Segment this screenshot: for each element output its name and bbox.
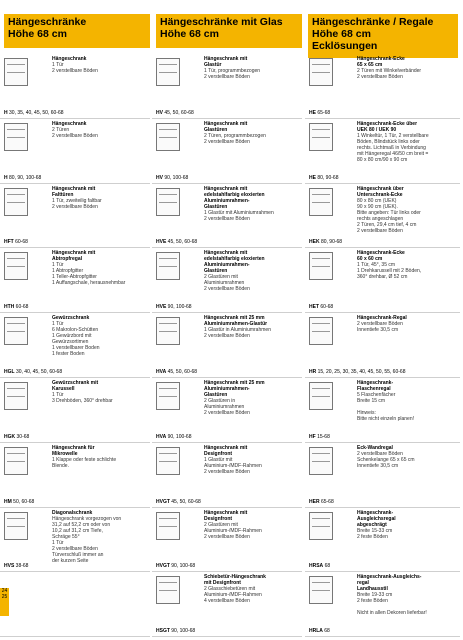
product-cell <box>152 54 302 119</box>
product-sizes: 65-68 <box>317 109 331 116</box>
product-sizes: 30, 35, 40, 45, 50, 60-68 <box>9 109 64 116</box>
product-code: HTH <box>4 304 15 311</box>
cabinet-drawing <box>156 382 180 410</box>
cabinet-drawing <box>309 382 333 410</box>
product-code-line <box>4 369 62 375</box>
product-name: Schiebetür-Hängeschrank mit Designfront <box>204 574 266 587</box>
product-name: Hängeschrank- Flaschenregal <box>357 380 394 392</box>
product-text <box>204 445 302 475</box>
cabinet-drawing <box>309 512 333 540</box>
product-description: 1 Tür 3 Drehböden, 360° drehbar <box>52 392 113 404</box>
product-sizes: 90, 100-68 <box>167 304 192 311</box>
product-code-line <box>156 563 195 569</box>
product-description: 5 Flaschenfächer Breite 15 cm Hinweis: Bitte nicht einzeln planen! <box>357 392 414 422</box>
product-text <box>52 380 150 404</box>
product-description: 1 Tür 6 Makrolon-Schütten 1 Gewürzbord mit Gewürzsortimen 1 verstellbarer Boden 1 fester Boden <box>52 321 100 358</box>
cabinet-drawing <box>156 317 180 345</box>
product-text <box>52 445 150 469</box>
cabinet-drawing <box>156 58 180 86</box>
product-sizes: 38-68 <box>15 563 29 570</box>
header-line: Hängeschränke / Regale <box>312 16 434 28</box>
product-description: 1 Glastür mit Aluminiumrahmen 2 verstellbare Böden <box>204 209 274 222</box>
product-code-line <box>156 628 195 634</box>
product-name: Hängeschrank-Ausgleichs- regal Landhausstil <box>357 574 422 593</box>
product-code-line <box>4 563 28 569</box>
header-line: Höhe 68 cm <box>312 28 371 40</box>
product-code-line <box>156 499 201 505</box>
product-code: HGL <box>4 368 15 375</box>
header-line: Höhe 68 cm <box>160 28 219 40</box>
product-code-line <box>309 175 338 181</box>
product-code-line <box>309 499 334 505</box>
product-sizes: 30, 40, 45, 50, 60-68 <box>15 368 63 375</box>
product-code-line <box>156 175 188 181</box>
product-text <box>52 510 150 564</box>
product-sizes: 90, 100-68 <box>171 563 196 570</box>
product-code: HER <box>309 498 320 505</box>
product-name: Hängeschrank <box>52 56 87 62</box>
product-description: 2 verstellbare Böden Schenkelange 65 x 65 cm Innentiefe 30,5 cm <box>357 450 415 469</box>
cabinet-drawing <box>156 576 180 604</box>
product-code-line <box>4 110 64 116</box>
product-description: 1 Klappe oder feste schlichte Blende. <box>52 456 117 469</box>
product-description: 2 Glastüren mit Aluminium-/MDF-Rahmen 2 verstellbare Böden <box>204 521 262 540</box>
product-text <box>204 250 302 292</box>
product-description: 2 Glastüren mit Aluminiumrahmen 2 verstellbare Böden <box>204 274 250 293</box>
product-cell <box>0 572 150 637</box>
product-code: HE <box>309 109 316 116</box>
product-name: Hängeschrank- Ausgleichsregal abgeschrägt <box>357 509 396 528</box>
product-cell <box>305 248 460 313</box>
product-name: Hängeschrank mit Designfront <box>204 444 248 457</box>
product-description: 1 Glastür in Aluminiumrahmen 2 verstellbare Böden <box>204 327 271 340</box>
product-code: HV <box>156 109 163 116</box>
product-code-line <box>4 175 41 181</box>
page-number: 24 25 <box>0 588 9 616</box>
product-cell <box>0 54 150 119</box>
product-code-line <box>309 563 330 569</box>
product-code-line <box>309 369 405 375</box>
product-cell <box>305 378 460 443</box>
product-sizes: 65-68 <box>320 498 334 505</box>
product-name: Hängeschrank mit edelstahlfarbig eloxierten Aluminiumrahmen- Glastüren <box>204 185 265 210</box>
product-code-line <box>4 499 34 505</box>
product-cell <box>305 119 460 184</box>
product-sizes: 90, 100-68 <box>171 628 196 635</box>
product-text <box>204 510 302 540</box>
product-cell <box>0 378 150 443</box>
product-text <box>357 186 460 234</box>
product-name: Hängeschrank für Mikrowelle <box>52 444 95 457</box>
cabinet-drawing <box>4 317 28 345</box>
product-name: Hängeschrank mit 25 mm Aluminiumrahmen- Glastüren <box>204 380 265 398</box>
product-description: 1 Winkeltür, 1 Tür, 2 verstellbare Böden, Blindstück links oder rechts. Lichtmaß in Verbindung mit Hängeregal 46/50 cm breit = 80 x 80 cm/90 x 90 cm <box>357 132 429 163</box>
product-text <box>357 380 460 422</box>
product-name: Hängeschrank mit Glastüren <box>204 120 248 133</box>
product-code: HRLA <box>309 628 323 635</box>
product-code-line <box>309 239 342 245</box>
header-line: Höhe 68 cm <box>8 28 67 40</box>
cabinet-drawing <box>309 252 333 280</box>
product-name: Hängeschrank-Regal <box>357 315 407 322</box>
product-code-line <box>156 304 192 310</box>
product-name: Hängeschrank mit edelstahlfarbig eloxierten Aluminiumrahmen- Glastüren <box>204 250 265 275</box>
product-text <box>357 121 460 163</box>
cabinet-drawing <box>309 188 333 216</box>
product-name: Hängeschrank mit Falttüren <box>52 185 96 198</box>
product-text <box>52 315 150 357</box>
header-line: Hängeschränke <box>8 16 87 28</box>
product-text <box>357 510 460 540</box>
product-name: Gewürzschrank <box>52 315 90 322</box>
product-name: Hängeschrank mit Designfront <box>204 509 248 522</box>
product-sizes: 80, 90-68 <box>320 239 343 246</box>
product-sizes: 45, 50, 60-68 <box>164 109 194 116</box>
header-line: Ecklösungen <box>312 40 378 52</box>
product-name: Hängeschrank über Unterschrank-Ecke <box>357 185 404 198</box>
product-code: HV <box>156 174 163 181</box>
product-sizes: 68 <box>324 563 331 570</box>
product-code: HF <box>309 433 316 440</box>
product-sizes: 50, 60-68 <box>13 498 35 505</box>
product-description: Breite 15-33 cm 2 feste Böden <box>357 527 393 540</box>
product-text <box>52 186 150 210</box>
product-name: Hängeschrank mit Abtropfregal <box>52 250 96 263</box>
product-text <box>204 380 302 416</box>
cabinet-drawing <box>309 58 333 86</box>
product-code: HE <box>309 174 316 181</box>
product-cell <box>0 508 150 573</box>
cabinet-drawing <box>4 447 28 475</box>
cabinet-drawing <box>156 447 180 475</box>
product-code: HET <box>309 304 319 311</box>
product-sizes: 45, 50, 60-68 <box>167 239 198 246</box>
product-cell <box>152 119 302 184</box>
product-name: Hängeschrank-Ecke über UEK 80 / UEK 90 <box>357 120 418 133</box>
product-text <box>357 315 460 333</box>
product-code-line <box>309 628 330 634</box>
product-text <box>52 121 150 139</box>
cabinet-drawing <box>309 123 333 151</box>
product-text <box>357 574 460 616</box>
product-description: 80 x 80 cm (UEK) 90 x 90 cm (UEK). Bitte angeben: Tür links oder rechts angeschlagen 2 Türen, 29,4 cm tief, 4 cm 2 verstellbare Böden <box>357 197 421 234</box>
cabinet-drawing <box>4 58 28 86</box>
cabinet-drawing <box>4 252 28 280</box>
cabinet-drawing <box>4 512 28 540</box>
product-cell <box>152 378 302 443</box>
product-code: HRSA <box>309 563 324 570</box>
product-text <box>204 56 302 80</box>
product-cell <box>305 508 460 573</box>
product-text <box>357 56 460 80</box>
product-cell <box>305 184 460 249</box>
product-sizes: 60-68 <box>320 304 334 311</box>
product-code: HVA <box>156 368 167 375</box>
product-description: 2 Türen 2 verstellbare Böden <box>52 126 98 139</box>
product-sizes: 15-68 <box>317 433 330 440</box>
product-code-line <box>156 110 194 116</box>
product-cell <box>305 572 460 637</box>
product-cell <box>0 313 150 378</box>
column-header-1 <box>4 14 150 48</box>
product-sizes: 30-68 <box>16 433 30 440</box>
product-cell <box>152 572 302 637</box>
cabinet-drawing <box>156 252 180 280</box>
header <box>0 0 463 52</box>
product-code-line <box>4 434 29 440</box>
product-sizes: 80, 90-68 <box>317 174 339 181</box>
product-code: HVE <box>156 239 167 246</box>
product-code-line <box>4 239 28 245</box>
cabinet-drawing <box>309 317 333 345</box>
product-code-line <box>156 434 192 440</box>
product-sizes: 80, 90, 100-68 <box>9 174 42 181</box>
product-description: 1 Tür, zweiteilig faltbar 2 verstellbare Böden <box>52 197 102 210</box>
product-text <box>204 186 302 222</box>
product-name: Hängeschrank mit Glastür <box>204 56 248 68</box>
product-code: HVS <box>4 563 15 570</box>
product-sizes: 15, 20, 25, 30, 35, 40, 45, 50, 55, 60-68 <box>317 368 406 375</box>
product-description: 1 Glastür mit Aluminium-/MDF-Rahmen 2 verstellbare Böden <box>204 456 262 475</box>
product-cell <box>305 54 460 119</box>
product-cell <box>152 508 302 573</box>
column-header-2 <box>156 14 302 48</box>
product-sizes: 90, 100-68 <box>167 433 192 440</box>
product-text <box>357 445 460 469</box>
product-code: HFT <box>4 239 14 246</box>
product-description: 1 Tür 1 Abtropfgitter 1 Teller-Abtropfgitter 1 Auffangschale, herausnehmbar <box>52 262 126 287</box>
product-cell <box>152 184 302 249</box>
product-text <box>204 574 302 604</box>
cabinet-drawing <box>156 512 180 540</box>
product-code: HVGT <box>156 498 170 505</box>
column-header-3 <box>308 14 458 58</box>
product-text <box>204 315 302 339</box>
product-code-line <box>156 369 197 375</box>
product-name: Hängeschrank-Ecke 60 x 60 cm <box>357 250 405 263</box>
cabinet-drawing <box>4 382 28 410</box>
product-code: HVA <box>156 433 167 440</box>
product-name: Eck-Wandregal <box>357 444 393 451</box>
product-code: HR <box>309 368 317 375</box>
header-line: Hängeschränke mit Glas <box>160 16 283 28</box>
product-cell <box>0 119 150 184</box>
product-code-line <box>4 304 28 310</box>
cabinet-drawing <box>309 447 333 475</box>
product-text <box>52 56 150 74</box>
product-code-line <box>309 110 330 116</box>
product-text <box>204 121 302 145</box>
product-code: H <box>4 174 8 181</box>
product-description: 1 Tür 2 verstellbare Böden <box>52 62 98 74</box>
product-sizes: 45, 50, 60-68 <box>171 498 201 505</box>
product-description: 2 verstellbare Böden Innentiefe 30,5 cm <box>357 321 403 334</box>
cabinet-drawing <box>309 576 333 604</box>
product-description: Hängeschrank vorgezogen von 31,2 auf 52,2 cm oder von 10,2 auf 31,2 cm Tiefe, Schräge 55° 1 Tür 2 verstellbare Böden Türverschluß immer an der kurzen Seite <box>52 515 122 564</box>
product-name: Hängeschrank mit 25 mm Aluminiumrahmen-Glastür <box>204 315 268 328</box>
product-description: 2 Glasschiebetüren mit Aluminium-/MDF-Rahmen 4 verstellbare Böden <box>204 586 262 605</box>
product-description: 2 Glastüren in Aluminiumrahmen 2 verstellbare Böden <box>204 398 250 416</box>
product-cell <box>0 443 150 508</box>
product-sizes: 60-68 <box>15 304 29 311</box>
product-cell <box>152 248 302 313</box>
product-text <box>52 250 150 286</box>
product-code: HEK <box>309 239 320 246</box>
product-code-line <box>309 304 333 310</box>
product-code: HVGT <box>156 563 170 570</box>
product-sizes: 60-68 <box>15 239 28 246</box>
product-cell <box>152 313 302 378</box>
product-cell <box>305 313 460 378</box>
product-cell <box>305 443 460 508</box>
product-cell <box>0 184 150 249</box>
product-sizes: 68 <box>324 628 330 635</box>
product-cell <box>0 248 150 313</box>
product-code: HVE <box>156 304 167 311</box>
product-code-line <box>156 239 197 245</box>
cabinet-drawing <box>4 188 28 216</box>
product-cell <box>152 443 302 508</box>
product-name: Diagonalschrank <box>52 509 93 516</box>
product-name: Gewürzschrank mit Karussell <box>52 380 99 392</box>
product-text <box>357 250 460 280</box>
product-description: 1 Tür, 45°, 35 cm 1 Drehkarussell mit 2 Böden, 360° drehbar, Ø 52 cm <box>357 262 422 281</box>
cabinet-drawing <box>4 123 28 151</box>
product-sizes: 45, 50, 60-68 <box>167 368 198 375</box>
product-code: HGK <box>4 433 16 440</box>
product-name: Hängeschrank-Ecke 65 x 65 cm <box>357 56 405 68</box>
cabinet-drawing <box>156 123 180 151</box>
product-description: Breite 19-33 cm 2 feste Böden Nicht in allen Dekoren lieferbar! <box>357 592 427 617</box>
product-name: Hängeschrank <box>52 120 87 127</box>
product-code: H <box>4 109 8 116</box>
product-description: 2 Türen mit Winkelverbänder 2 verstellbare Böden <box>357 68 422 80</box>
product-description: 1 Tür, programmbezogen 2 verstellbare Böden <box>204 68 261 80</box>
cabinet-drawing <box>156 188 180 216</box>
product-description: 2 Türen, programmbezogen 2 verstellbare Böden <box>204 132 266 145</box>
product-code: HM <box>4 498 12 505</box>
product-code-line <box>309 434 330 440</box>
product-code: HSGT <box>156 628 170 635</box>
product-sizes: 90, 100-68 <box>164 174 189 181</box>
